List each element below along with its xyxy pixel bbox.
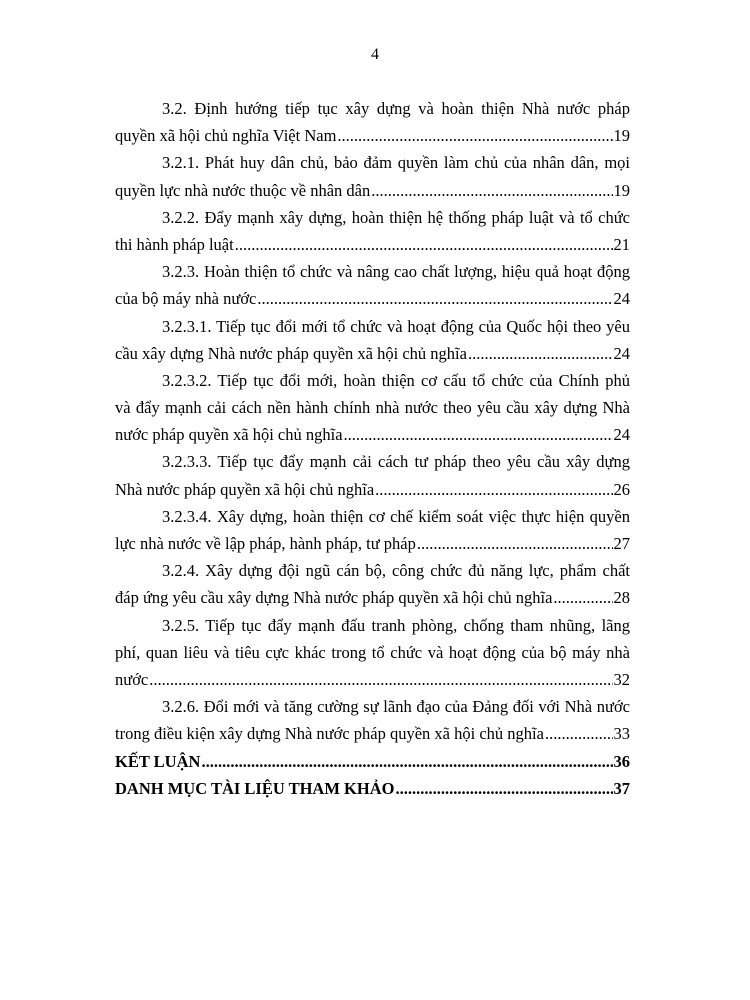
toc-dot-leader — [257, 285, 612, 312]
toc-entry[interactable] — [115, 748, 630, 775]
toc-entry-text: Nhà nước pháp quyền xã hội chủ nghĩa — [115, 479, 375, 499]
toc-entry[interactable] — [115, 313, 630, 367]
toc-dot-leader — [235, 231, 613, 258]
table-of-contents — [115, 95, 630, 802]
toc-entry-line: 3.2.3.1. Tiếp tục đổi mới tổ chức và hoạt động của Quốc hội theo yêu — [162, 316, 630, 336]
toc-entry-text: lực nhà nước về lập pháp, hành pháp, tư pháp — [115, 534, 416, 553]
toc-entry-text: nước pháp quyền xã hội chủ nghĩa — [115, 425, 343, 445]
toc-page-number: 32 — [613, 669, 630, 689]
toc-entry-line — [115, 775, 630, 802]
toc-entry-line — [115, 421, 630, 448]
toc-dot-leader — [149, 666, 612, 693]
toc-entry-text: trong điều kiện xây dựng Nhà nước pháp quyền xã hội chủ nghĩa — [115, 724, 544, 744]
toc-dot-leader — [395, 775, 612, 802]
toc-entry-line: phí, quan liêu và tiêu cực khác trong tổ chức và hoạt động của bộ máy nhà — [115, 642, 630, 662]
toc-entry-line: 3.2.2. Đẩy mạnh xây dựng, hoàn thiện hệ thống pháp luật và tổ chức — [162, 207, 630, 227]
toc-dot-leader — [468, 340, 613, 367]
toc-entry-line — [115, 530, 630, 557]
toc-entry-line — [115, 122, 630, 149]
toc-dot-leader — [545, 720, 613, 747]
toc-dot-leader — [371, 177, 612, 204]
toc-entry-text: DANH MỤC TÀI LIỆU THAM KHẢO — [115, 778, 395, 798]
toc-page-number: 36 — [613, 751, 630, 771]
toc-entry-line: 3.2.4. Xây dựng đội ngũ cán bộ, công chức đủ năng lực, phẩm chất — [162, 561, 630, 581]
toc-entry-line — [115, 584, 630, 611]
toc-dot-leader — [375, 476, 612, 503]
toc-entry-line: 3.2.3.3. Tiếp tục đẩy mạnh cải cách tư pháp theo yêu cầu xây dựng — [162, 452, 630, 472]
toc-entry-line — [115, 285, 630, 312]
toc-entry-line — [115, 666, 630, 693]
toc-page-number: 19 — [613, 180, 630, 200]
toc-entry[interactable] — [115, 258, 630, 312]
toc-entry-text: cầu xây dựng Nhà nước pháp quyền xã hội chủ nghĩa — [115, 343, 467, 363]
toc-page-number: 24 — [613, 289, 630, 309]
toc-entry-line — [115, 231, 630, 258]
toc-entry[interactable] — [115, 367, 630, 449]
toc-entry[interactable] — [115, 557, 630, 611]
toc-entry[interactable] — [115, 775, 630, 802]
toc-page-number: 19 — [613, 126, 630, 146]
toc-entry-line — [115, 720, 630, 747]
toc-entry-line: và đẩy mạnh cải cách nền hành chính nhà nước theo yêu cầu xây dựng Nhà — [115, 398, 630, 418]
toc-dot-leader — [337, 122, 612, 149]
toc-entry-text: quyền xã hội chủ nghĩa Việt Nam — [115, 126, 337, 146]
toc-dot-leader — [344, 421, 613, 448]
toc-dot-leader — [417, 530, 613, 557]
toc-page-number: 24 — [613, 425, 630, 445]
toc-entry-line — [115, 748, 630, 775]
toc-dot-leader — [553, 584, 612, 611]
toc-entry-line: 3.2.5. Tiếp tục đẩy mạnh đấu tranh phòng, chống tham nhũng, lãng — [162, 615, 630, 635]
toc-entry[interactable] — [115, 448, 630, 502]
toc-page-number: 24 — [613, 343, 630, 363]
toc-entry-text: quyền lực nhà nước thuộc về nhân dân — [115, 180, 371, 200]
toc-entry-line: 3.2.3. Hoàn thiện tổ chức và nâng cao chất lượng, hiệu quả hoạt động — [162, 262, 630, 282]
toc-entry[interactable] — [115, 612, 630, 694]
toc-page-number: 33 — [613, 724, 630, 744]
toc-entry[interactable] — [115, 204, 630, 258]
toc-page-number: 21 — [613, 234, 630, 254]
toc-entry-line: 3.2.3.2. Tiếp tục đổi mới, hoàn thiện cơ cấu tổ chức của Chính phủ — [162, 370, 630, 390]
toc-entry-text: đáp ứng yêu cầu xây dựng Nhà nước pháp quyền xã hội chủ nghĩa — [115, 588, 553, 608]
toc-entry-line — [115, 340, 630, 367]
toc-entry-text: của bộ máy nhà nước — [115, 289, 257, 309]
toc-entry-line — [115, 476, 630, 503]
toc-entry-line: 3.2.1. Phát huy dân chủ, bảo đảm quyền làm chủ của nhân dân, mọi — [162, 153, 630, 173]
toc-dot-leader — [201, 748, 612, 775]
toc-entry-text: KẾT LUẬN — [115, 751, 201, 771]
toc-entry[interactable] — [115, 95, 630, 149]
toc-entry-text: thi hành pháp luật — [115, 234, 234, 254]
toc-entry-line — [115, 177, 630, 204]
toc-entry[interactable] — [115, 693, 630, 747]
toc-page-number: 26 — [613, 479, 630, 499]
toc-entry-line: 3.2.6. Đổi mới và tăng cường sự lãnh đạo của Đảng đối với Nhà nước — [162, 697, 630, 717]
toc-page-number: 28 — [613, 588, 630, 608]
page-number: 4 — [371, 46, 379, 63]
toc-entry-line: 3.2.3.4. Xây dựng, hoàn thiện cơ chế kiểm soát việc thực hiện quyền — [162, 506, 630, 526]
toc-entry[interactable] — [115, 503, 630, 557]
toc-entry[interactable] — [115, 149, 630, 203]
toc-entry-line: 3.2. Định hướng tiếp tục xây dựng và hoàn thiện Nhà nước pháp — [162, 99, 630, 118]
toc-entry-text: nước — [115, 669, 149, 689]
toc-page-number: 37 — [613, 778, 630, 798]
toc-page-number: 27 — [613, 534, 630, 553]
